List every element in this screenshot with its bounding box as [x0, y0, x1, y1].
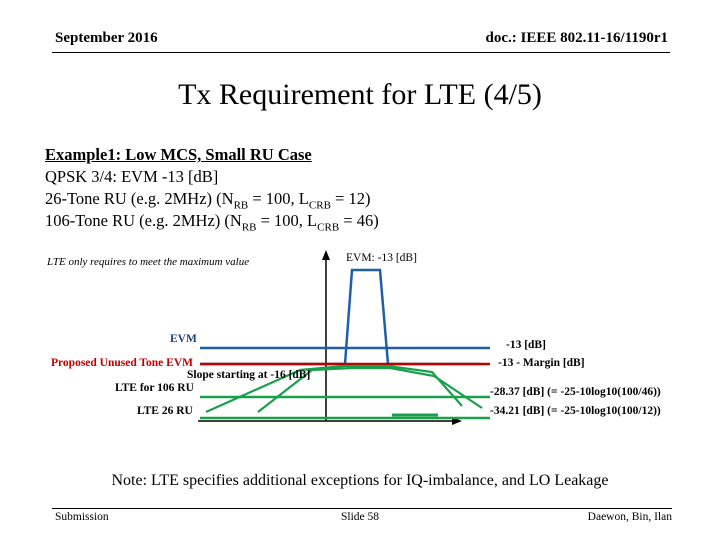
line-106-suffix: = 46) [339, 211, 379, 230]
lte-106-value-label: -28.37 [dB] (= -25-10log10(100/46)) [490, 386, 661, 398]
example-heading: Example1: Low MCS, Small RU Case [45, 145, 312, 164]
lte-26-label: LTE 26 RU [137, 405, 193, 417]
lte-106-label: LTE for 106 RU [115, 382, 194, 394]
line-qpsk: QPSK 3/4: EVM -13 [dB] [45, 167, 219, 186]
line-106-mid: = 100, L [256, 211, 318, 230]
evm-value-label: -13 [dB] [506, 339, 546, 351]
line-106-prefix: 106-Tone RU (e.g. 2MHz) (N [45, 211, 242, 230]
slide-title: Tx Requirement for LTE (4/5) [178, 78, 542, 111]
evm-top-label: EVM: -13 [dB] [346, 252, 417, 264]
footer-right: Daewon, Bin, Ilan [587, 511, 672, 523]
lte-max-note: LTE only requires to meet the maximum value [47, 256, 250, 268]
proposed-unused-label: Proposed Unused Tone EVM [51, 357, 193, 369]
lte-26-value-label: -34.21 [dB] (= -25-10log10(100/12)) [490, 405, 661, 417]
header-date: September 2016 [55, 30, 158, 46]
line-26-sub-crb: CRB [308, 199, 331, 212]
line-26-sub-rb: RB [233, 199, 249, 212]
line-106-sub-rb: RB [241, 221, 257, 234]
y-axis-arrow [322, 250, 330, 260]
line-26-prefix: 26-Tone RU (e.g. 2MHz) (N [45, 189, 234, 208]
line-106-sub-crb: CRB [317, 221, 340, 234]
evm-left-label: EVM [170, 333, 197, 345]
slope-label: Slope starting at -16 [dB] [187, 369, 311, 381]
header-doc-id: doc.: IEEE 802.11-16/1190r1 [485, 30, 668, 46]
footer-left: Submission [55, 511, 109, 523]
evm-mask-shape [200, 270, 480, 364]
note-text: Note: LTE specifies additional exceptions for IQ-imbalance, and LO Leakage [111, 472, 609, 489]
footer-rule [52, 508, 672, 509]
line-26-suffix: = 12) [330, 189, 371, 208]
line-26-mid: = 100, L [248, 189, 309, 208]
footer-center: Slide 58 [341, 511, 380, 523]
margin-value-label: -13 - Margin [dB] [498, 357, 585, 369]
